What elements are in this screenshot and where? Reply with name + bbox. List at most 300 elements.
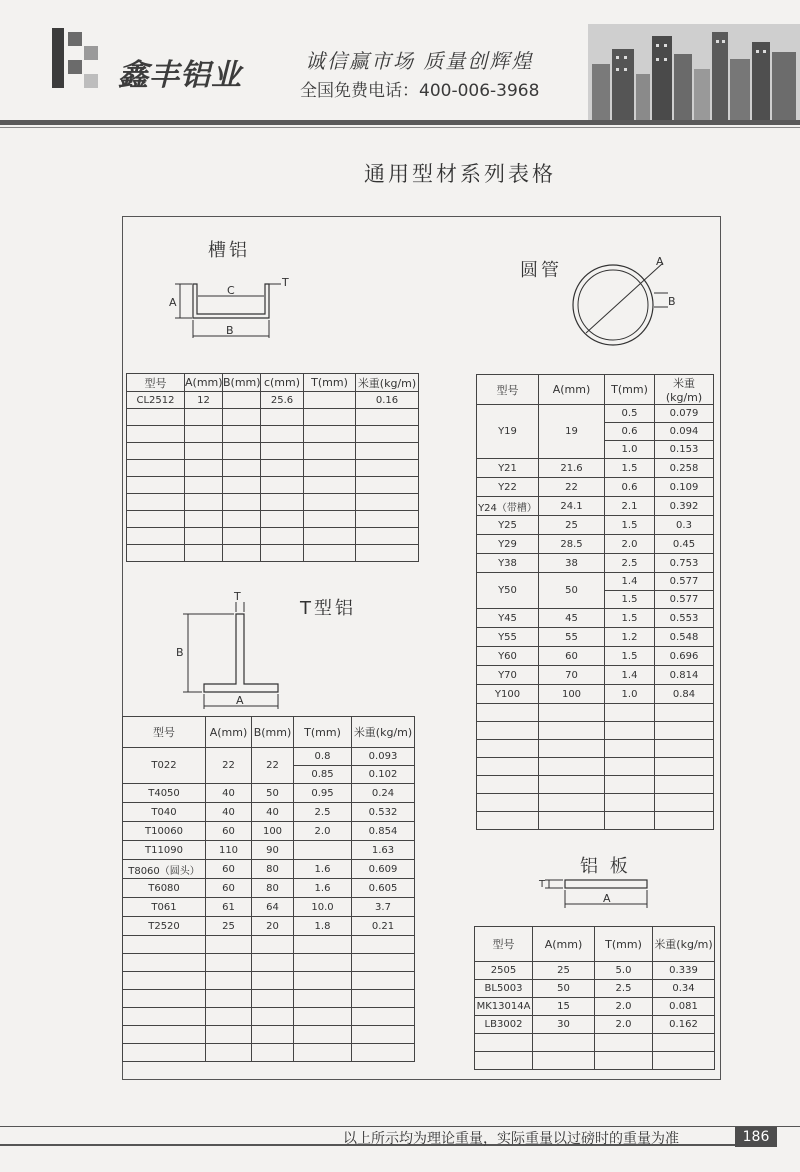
empty-cell: [539, 740, 605, 758]
model-cell: Y19: [477, 405, 539, 459]
empty-cell: [123, 1026, 206, 1044]
empty-cell: [206, 1008, 252, 1026]
empty-cell: [352, 1008, 415, 1026]
model-cell: Y25: [477, 516, 539, 535]
empty-cell: [185, 511, 223, 528]
empty-cell: [294, 972, 352, 990]
empty-cell: [261, 511, 304, 528]
table-row: [123, 898, 415, 917]
footer-divider: [0, 1126, 800, 1127]
empty-cell: [127, 494, 185, 511]
empty-cell: [539, 758, 605, 776]
t-profile-label-a: A: [236, 694, 244, 707]
table-row: [477, 459, 714, 478]
table-cell: 1.5: [605, 647, 655, 666]
empty-row: [123, 1026, 415, 1044]
empty-row: [127, 545, 419, 562]
table-row: [477, 573, 714, 591]
empty-cell: [185, 409, 223, 426]
empty-cell: [185, 545, 223, 562]
table-row: [477, 478, 714, 497]
column-header: 米重(kg/m): [653, 927, 715, 962]
empty-cell: [539, 794, 605, 812]
empty-cell: [261, 426, 304, 443]
table-cell: 110: [206, 841, 252, 860]
plate-diagram: [535, 870, 660, 915]
empty-cell: [294, 1044, 352, 1062]
table-row: [123, 860, 415, 879]
table-cell: 28.5: [539, 535, 605, 554]
empty-row: [123, 972, 415, 990]
empty-row: [127, 460, 419, 477]
empty-cell: [655, 758, 714, 776]
empty-cell: [655, 722, 714, 740]
empty-cell: [223, 511, 261, 528]
plate-title: 铝 板: [580, 856, 631, 877]
t-profile-table: [122, 716, 415, 1062]
empty-cell: [223, 426, 261, 443]
table-cell: 24.1: [539, 497, 605, 516]
column-header: 米重(kg/m): [655, 375, 714, 405]
empty-row: [127, 409, 419, 426]
model-cell: T6080: [123, 879, 206, 898]
empty-cell: [123, 936, 206, 954]
empty-cell: [477, 722, 539, 740]
table-cell: 1.6: [294, 860, 352, 879]
table-cell: 2.5: [605, 554, 655, 573]
empty-cell: [261, 494, 304, 511]
table-cell: 25: [206, 917, 252, 936]
channel-profile-diagram: [165, 270, 300, 340]
table-cell: 1.8: [294, 917, 352, 936]
table-cell: 0.34: [653, 980, 715, 998]
logo-icon: [46, 26, 102, 90]
empty-cell: [356, 460, 419, 477]
empty-cell: [653, 1052, 715, 1070]
footer-note: 以上所示均为理论重量，实际重量以过磅时的重量为准: [343, 1131, 679, 1147]
model-cell: Y22: [477, 478, 539, 497]
table-cell: 80: [252, 860, 294, 879]
page-header: [0, 0, 800, 124]
empty-cell: [123, 1044, 206, 1062]
table-cell: 0.548: [655, 628, 714, 647]
empty-cell: [252, 990, 294, 1008]
table-row: [123, 841, 415, 860]
table-cell: 0.696: [655, 647, 714, 666]
column-header: A(mm): [533, 927, 595, 962]
table-cell: 45: [539, 609, 605, 628]
column-header: 米重(kg/m): [356, 374, 419, 392]
empty-cell: [252, 1044, 294, 1062]
table-cell: 40: [206, 803, 252, 822]
table-cell: 2.5: [595, 980, 653, 998]
empty-row: [477, 704, 714, 722]
round-tube-title: 圆管: [520, 260, 562, 281]
table-cell: 10.0: [294, 898, 352, 917]
table-cell: 0.84: [655, 685, 714, 704]
empty-cell: [127, 477, 185, 494]
empty-cell: [123, 972, 206, 990]
table-cell: 0.577: [655, 573, 714, 591]
table-cell: 1.6: [294, 879, 352, 898]
table-cell: 2505: [475, 962, 533, 980]
table-cell: 1.0: [605, 441, 655, 459]
empty-cell: [185, 528, 223, 545]
table-cell: 0.814: [655, 666, 714, 685]
table-row: [477, 647, 714, 666]
empty-cell: [356, 545, 419, 562]
table-cell: 0.45: [655, 535, 714, 554]
empty-cell: [477, 704, 539, 722]
table-cell: 0.6: [605, 423, 655, 441]
empty-row: [477, 812, 714, 830]
empty-cell: [127, 426, 185, 443]
empty-cell: [595, 1034, 653, 1052]
table-cell: 15: [533, 998, 595, 1016]
brand-name: 鑫丰铝业: [118, 58, 242, 93]
empty-row: [475, 1052, 715, 1070]
empty-cell: [223, 528, 261, 545]
table-cell: 0.16: [356, 392, 419, 409]
table-cell: 0.109: [655, 478, 714, 497]
empty-cell: [304, 426, 356, 443]
header-divider-thin: [0, 127, 800, 128]
empty-cell: [304, 409, 356, 426]
round-tube-table: [476, 374, 714, 830]
column-header: B(mm): [223, 374, 261, 392]
table-cell: 0.85: [294, 766, 352, 784]
table-cell: 100: [252, 822, 294, 841]
column-header: 米重(kg/m): [352, 717, 415, 748]
empty-row: [127, 528, 419, 545]
model-cell: Y21: [477, 459, 539, 478]
table-cell: 0.854: [352, 822, 415, 841]
table-cell: 2.5: [294, 803, 352, 822]
model-cell: T8060（圆头）: [123, 860, 206, 879]
empty-cell: [605, 776, 655, 794]
table-cell: 25.6: [261, 392, 304, 409]
empty-cell: [127, 443, 185, 460]
table-cell: 0.6: [605, 478, 655, 497]
plate-table: [474, 926, 715, 1070]
table-cell: 0.258: [655, 459, 714, 478]
table-cell: 21.6: [539, 459, 605, 478]
empty-cell: [655, 812, 714, 830]
table-cell: 2.0: [595, 998, 653, 1016]
empty-cell: [294, 954, 352, 972]
empty-cell: [595, 1052, 653, 1070]
empty-row: [123, 936, 415, 954]
empty-cell: [605, 812, 655, 830]
table-row: [475, 1016, 715, 1034]
empty-cell: [123, 1008, 206, 1026]
empty-cell: [294, 936, 352, 954]
empty-cell: [223, 443, 261, 460]
table-cell: 0.605: [352, 879, 415, 898]
table-cell: 0.094: [655, 423, 714, 441]
empty-cell: [127, 409, 185, 426]
empty-cell: [605, 794, 655, 812]
empty-row: [477, 776, 714, 794]
table-cell: 1.5: [605, 516, 655, 535]
empty-cell: [533, 1052, 595, 1070]
empty-cell: [127, 460, 185, 477]
empty-cell: [356, 528, 419, 545]
empty-cell: [206, 1026, 252, 1044]
model-cell: Y38: [477, 554, 539, 573]
table-cell: 100: [539, 685, 605, 704]
table-cell: 61: [206, 898, 252, 917]
table-row: [475, 962, 715, 980]
table-cell: 20: [252, 917, 294, 936]
empty-cell: [261, 443, 304, 460]
empty-cell: [304, 443, 356, 460]
empty-cell: [477, 794, 539, 812]
empty-cell: [304, 494, 356, 511]
column-header: A(mm): [539, 375, 605, 405]
model-cell: Y24（带槽）: [477, 497, 539, 516]
model-cell: T2520: [123, 917, 206, 936]
empty-cell: [653, 1034, 715, 1052]
table-cell: 0.24: [352, 784, 415, 803]
table-row: [477, 628, 714, 647]
table-cell: 38: [539, 554, 605, 573]
empty-cell: [356, 409, 419, 426]
table-cell: 22: [206, 748, 252, 784]
table-cell: 50: [533, 980, 595, 998]
model-cell: Y29: [477, 535, 539, 554]
table-cell: 0.8: [294, 748, 352, 766]
empty-cell: [304, 460, 356, 477]
table-cell: 55: [539, 628, 605, 647]
table-cell: [304, 392, 356, 409]
model-cell: T10060: [123, 822, 206, 841]
table-cell: 1.0: [605, 685, 655, 704]
round-tube-label-b: B: [668, 295, 676, 308]
empty-cell: [475, 1052, 533, 1070]
table-cell: 40: [206, 784, 252, 803]
empty-row: [475, 1034, 715, 1052]
table-row: [477, 405, 714, 423]
table-cell: 1.4: [605, 573, 655, 591]
table-cell: 64: [252, 898, 294, 917]
empty-row: [123, 1008, 415, 1026]
table-cell: BL5003: [475, 980, 533, 998]
table-row: [477, 535, 714, 554]
empty-cell: [185, 494, 223, 511]
table-cell: 2.0: [605, 535, 655, 554]
table-row: [123, 917, 415, 936]
empty-cell: [356, 426, 419, 443]
table-cell: 30: [533, 1016, 595, 1034]
empty-cell: [356, 511, 419, 528]
empty-cell: [223, 545, 261, 562]
table-cell: 60: [539, 647, 605, 666]
column-header: 型号: [475, 927, 533, 962]
empty-cell: [123, 990, 206, 1008]
table-cell: 25: [533, 962, 595, 980]
table-cell: 0.392: [655, 497, 714, 516]
model-cell: T11090: [123, 841, 206, 860]
empty-cell: [252, 972, 294, 990]
empty-cell: [539, 812, 605, 830]
model-cell: T022: [123, 748, 206, 784]
t-profile-label-t: T: [234, 592, 241, 603]
empty-cell: [185, 460, 223, 477]
model-cell: T4050: [123, 784, 206, 803]
table-cell: 80: [252, 879, 294, 898]
table-cell: 5.0: [595, 962, 653, 980]
table-cell: 70: [539, 666, 605, 685]
table-cell: 1.5: [605, 591, 655, 609]
empty-cell: [127, 511, 185, 528]
empty-row: [123, 954, 415, 972]
table-cell: 0.162: [653, 1016, 715, 1034]
empty-cell: [223, 494, 261, 511]
table-row: [477, 609, 714, 628]
column-header: T(mm): [605, 375, 655, 405]
table-cell: 0.102: [352, 766, 415, 784]
column-header: B(mm): [252, 717, 294, 748]
slogan: 诚信赢市场 质量创辉煌: [305, 49, 534, 73]
table-row: [477, 554, 714, 573]
round-tube-diagram: [568, 255, 683, 350]
table-row: [477, 516, 714, 535]
table-cell: 3.7: [352, 898, 415, 917]
table-cell: 90: [252, 841, 294, 860]
table-cell: 0.5: [605, 405, 655, 423]
table-cell: LB3002: [475, 1016, 533, 1034]
empty-cell: [304, 477, 356, 494]
empty-cell: [352, 1026, 415, 1044]
city-skyline-image: [588, 24, 800, 122]
column-header: c(mm): [261, 374, 304, 392]
empty-cell: [206, 972, 252, 990]
column-header: A(mm): [206, 717, 252, 748]
empty-cell: [127, 545, 185, 562]
table-cell: 0.153: [655, 441, 714, 459]
empty-row: [127, 511, 419, 528]
empty-cell: [223, 409, 261, 426]
model-cell: Y70: [477, 666, 539, 685]
table-cell: 12: [185, 392, 223, 409]
table-cell: 1.63: [352, 841, 415, 860]
table-cell: 22: [252, 748, 294, 784]
table-cell: 0.532: [352, 803, 415, 822]
table-cell: 2.0: [294, 822, 352, 841]
table-cell: 0.21: [352, 917, 415, 936]
empty-cell: [223, 477, 261, 494]
empty-row: [127, 477, 419, 494]
table-cell: 60: [206, 822, 252, 841]
empty-cell: [475, 1034, 533, 1052]
empty-cell: [294, 1026, 352, 1044]
table-cell: 1.4: [605, 666, 655, 685]
empty-cell: [185, 477, 223, 494]
empty-cell: [477, 776, 539, 794]
page-number: 186: [735, 1127, 777, 1147]
empty-row: [477, 740, 714, 758]
empty-row: [123, 1044, 415, 1062]
empty-cell: [252, 1026, 294, 1044]
table-row: [123, 784, 415, 803]
empty-cell: [352, 936, 415, 954]
empty-cell: [261, 409, 304, 426]
table-cell: 60: [206, 860, 252, 879]
empty-cell: [304, 528, 356, 545]
table-row: [475, 980, 715, 998]
model-cell: T061: [123, 898, 206, 917]
channel-title: 槽铝: [208, 240, 250, 261]
round-tube-label-a: A: [656, 255, 664, 268]
empty-cell: [123, 954, 206, 972]
empty-row: [123, 990, 415, 1008]
table-row: [123, 803, 415, 822]
empty-cell: [352, 1044, 415, 1062]
table-row: [475, 998, 715, 1016]
empty-cell: [206, 936, 252, 954]
table-cell: [223, 392, 261, 409]
empty-cell: [261, 477, 304, 494]
plate-label-t: T: [539, 879, 546, 890]
column-header: T(mm): [294, 717, 352, 748]
empty-cell: [655, 704, 714, 722]
table-cell: 22: [539, 478, 605, 497]
empty-cell: [477, 758, 539, 776]
empty-cell: [655, 740, 714, 758]
table-row: [127, 392, 419, 409]
empty-cell: [304, 511, 356, 528]
table-cell: 0.079: [655, 405, 714, 423]
t-profile-title: T型铝: [300, 598, 356, 619]
empty-cell: [261, 528, 304, 545]
column-header: T(mm): [304, 374, 356, 392]
empty-cell: [206, 1044, 252, 1062]
empty-cell: [605, 704, 655, 722]
empty-cell: [539, 776, 605, 794]
model-cell: Y100: [477, 685, 539, 704]
table-cell: 50: [539, 573, 605, 609]
table-cell: 0.339: [653, 962, 715, 980]
empty-cell: [127, 528, 185, 545]
table-cell: 2.0: [595, 1016, 653, 1034]
empty-cell: [185, 426, 223, 443]
header-divider: [0, 120, 800, 125]
table-cell: 0.553: [655, 609, 714, 628]
empty-row: [477, 722, 714, 740]
empty-cell: [539, 704, 605, 722]
table-cell: [294, 841, 352, 860]
table-cell: 0.3: [655, 516, 714, 535]
empty-cell: [252, 936, 294, 954]
empty-row: [127, 426, 419, 443]
table-cell: 19: [539, 405, 605, 459]
column-header: 型号: [123, 717, 206, 748]
table-cell: 2.1: [605, 497, 655, 516]
empty-row: [477, 758, 714, 776]
empty-cell: [294, 990, 352, 1008]
model-cell: Y60: [477, 647, 539, 666]
phone-line: 全国免费电话：400-006-3968: [300, 81, 540, 101]
table-cell: 1.5: [605, 609, 655, 628]
table-cell: 50: [252, 784, 294, 803]
empty-row: [127, 494, 419, 511]
empty-cell: [252, 954, 294, 972]
empty-cell: [477, 740, 539, 758]
page-title: 通用型材系列表格: [364, 162, 556, 186]
empty-cell: [605, 740, 655, 758]
table-cell: CL2512: [127, 392, 185, 409]
